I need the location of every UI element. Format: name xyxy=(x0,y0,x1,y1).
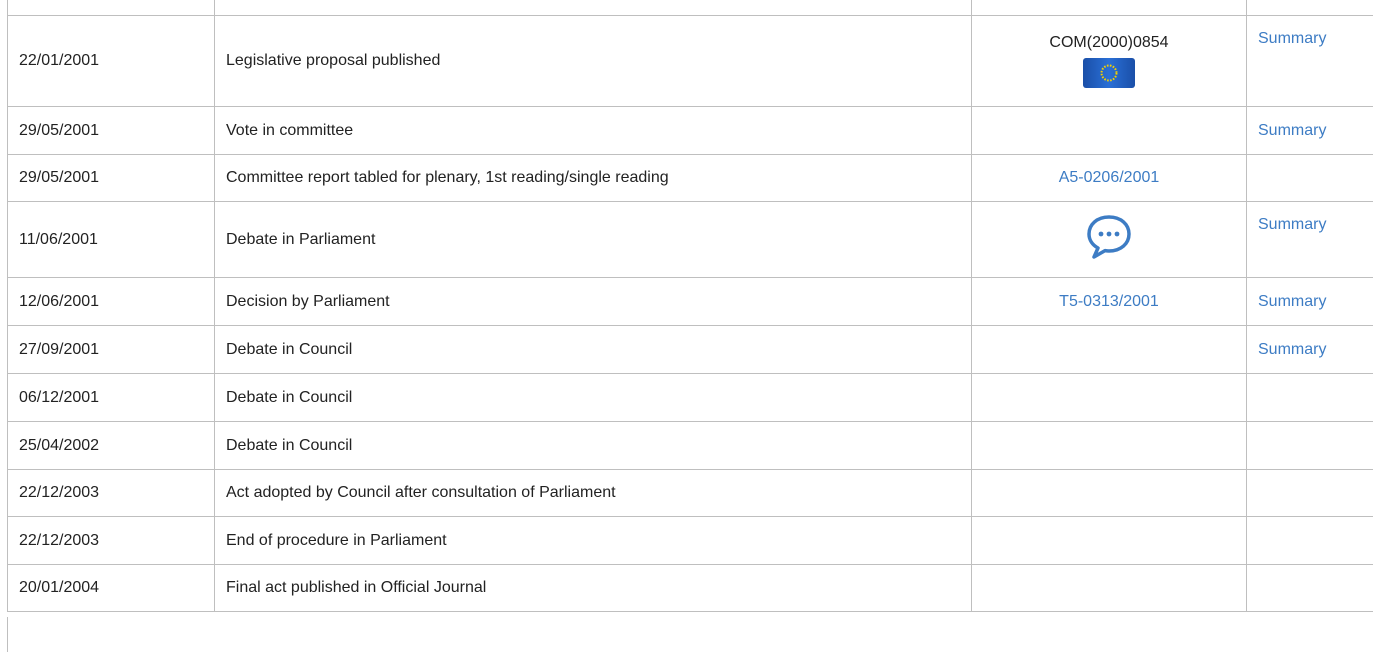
event-date: 25/04/2002 xyxy=(8,422,215,470)
event-description: Decision by Parliament xyxy=(215,278,972,326)
event-date: 22/12/2003 xyxy=(8,470,215,517)
table-row xyxy=(8,16,1373,107)
document-reference: COM(2000)0854 xyxy=(1049,34,1169,51)
event-document-cell xyxy=(972,374,1247,422)
event-date: 06/12/2001 xyxy=(8,374,215,422)
event-date: 22/12/2003 xyxy=(8,517,215,565)
event-document-cell xyxy=(972,326,1247,374)
table-row xyxy=(8,565,1373,612)
event-document-cell xyxy=(972,422,1247,470)
event-description: Debate in Council xyxy=(215,422,972,470)
event-date: 11/06/2001 xyxy=(8,202,215,278)
event-summary-cell xyxy=(1247,326,1373,374)
event-summary-cell xyxy=(1247,422,1373,470)
event-summary-cell xyxy=(1247,202,1373,278)
summary-link[interactable]: Summary xyxy=(1258,216,1327,233)
summary-link[interactable]: Summary xyxy=(1258,121,1327,139)
eu-flag-icon[interactable] xyxy=(1083,58,1135,88)
event-date: 12/06/2001 xyxy=(8,278,215,326)
frame-left-edge xyxy=(7,617,8,652)
event-description: Debate in Council xyxy=(215,374,972,422)
event-date: 29/05/2001 xyxy=(8,107,215,155)
event-date: 27/09/2001 xyxy=(8,326,215,374)
table-row xyxy=(8,107,1373,155)
summary-link[interactable]: Summary xyxy=(1258,340,1327,358)
table-row xyxy=(8,374,1373,422)
event-document-cell xyxy=(972,16,1247,107)
event-document-cell xyxy=(972,517,1247,565)
event-summary-cell xyxy=(1247,278,1373,326)
event-summary-cell xyxy=(1247,470,1373,517)
column-divider-stub xyxy=(1246,0,1247,15)
event-description: Debate in Parliament xyxy=(215,202,972,278)
event-description: End of procedure in Parliament xyxy=(215,517,972,565)
event-summary-cell xyxy=(1247,16,1373,107)
table-row xyxy=(8,517,1373,565)
column-divider-stub xyxy=(7,0,8,15)
event-document-cell xyxy=(972,155,1247,202)
table-row xyxy=(8,470,1373,517)
event-document-cell xyxy=(972,202,1247,278)
event-document-cell xyxy=(972,107,1247,155)
table-row xyxy=(8,202,1373,278)
column-divider-stub xyxy=(214,0,215,15)
table-row xyxy=(8,422,1373,470)
event-summary-cell xyxy=(1247,155,1373,202)
table-row xyxy=(8,278,1373,326)
document-link[interactable]: A5-0206/2001 xyxy=(1058,169,1160,186)
event-document-cell xyxy=(972,470,1247,517)
debate-speech-bubble-icon[interactable] xyxy=(1083,213,1135,261)
event-description: Vote in committee xyxy=(215,107,972,155)
event-summary-cell xyxy=(1247,374,1373,422)
table-row xyxy=(8,326,1373,374)
event-description: Act adopted by Council after consultation of Parliament xyxy=(215,470,972,517)
column-divider-stub xyxy=(971,0,972,15)
event-date: 22/01/2001 xyxy=(8,16,215,107)
event-summary-cell xyxy=(1247,107,1373,155)
event-date: 29/05/2001 xyxy=(8,155,215,202)
event-summary-cell xyxy=(1247,517,1373,565)
event-summary-cell xyxy=(1247,565,1373,612)
summary-link[interactable]: Summary xyxy=(1258,30,1327,47)
key-events-table xyxy=(7,15,1373,612)
event-document-cell xyxy=(972,278,1247,326)
document-link[interactable]: T5-0313/2001 xyxy=(1059,292,1159,310)
summary-link[interactable]: Summary xyxy=(1258,292,1327,310)
event-description: Committee report tabled for plenary, 1st reading/single reading xyxy=(215,155,972,202)
event-description: Legislative proposal published xyxy=(215,16,972,107)
event-date: 20/01/2004 xyxy=(8,565,215,612)
event-description: Debate in Council xyxy=(215,326,972,374)
event-document-cell xyxy=(972,565,1247,612)
event-description: Final act published in Official Journal xyxy=(215,565,972,612)
table-row xyxy=(8,155,1373,202)
